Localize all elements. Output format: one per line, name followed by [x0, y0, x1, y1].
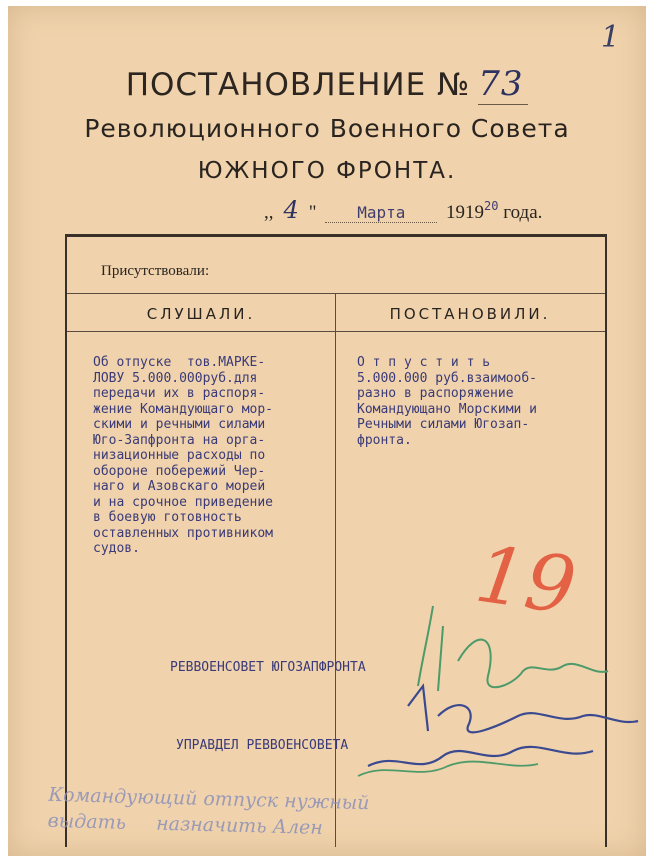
blue-signature — [368, 686, 638, 766]
front-line: ЮЖНОГО ФРОНТА. — [197, 158, 457, 184]
document-title — [8, 64, 646, 105]
signature-administrator: УПРАВДЕЛ РЕВВОЕНСОВЕТА — [176, 738, 349, 753]
handwritten-signatures — [348, 566, 648, 806]
resolution-number: 73 — [478, 64, 528, 105]
document-page — [8, 6, 646, 856]
header-rule-bottom — [67, 331, 605, 332]
date-year: 1919 — [446, 202, 485, 223]
quote-open: ,, — [264, 202, 274, 223]
date-year-correction: 20 — [484, 199, 499, 213]
signature-council: РЕВВОЕНСОВЕТ ЮГОЗАПФРОНТА — [170, 660, 366, 675]
title-text: ПОСТАНОВЛЕНИЕ № — [125, 67, 471, 103]
red-pencil-number: 19 — [470, 529, 582, 633]
header-rule-top — [67, 293, 605, 294]
page-number: 1 — [600, 20, 620, 55]
heard-text: Об отпуске тов.МАРКЕ- ЛОВУ 5.000.000руб.для передачи их в распоря- жение Командующаго мор- скими и речными силами Юго-Запфронта на орга- низационные расходы по обороне побережий Чер- наго и Азовскаго морей и на срочное приведение в боевую готовность оставленных противником судов. — [93, 355, 274, 556]
quote-close: " — [308, 202, 317, 223]
handwritten-note: Командующий отпуск нужный выдать назначить Ален — [47, 783, 370, 839]
resolved-column-header: ПОСТАНОВИЛИ. — [389, 305, 551, 323]
green-flourish — [358, 762, 538, 776]
column-divider — [335, 293, 336, 847]
date-month: Марта — [325, 203, 437, 223]
present-label: Присутствовали: — [101, 263, 210, 279]
green-signature — [418, 606, 608, 691]
issuer-line: Революционного Военного Совета — [84, 114, 570, 143]
heard-column-header: СЛУШАЛИ. — [146, 305, 256, 323]
resolved-text: О т п у с т и т ь 5.000.000 руб.взаимооб- разно в распоряжение Командующано Морскими и Речными силами Югозап- фронта. — [357, 355, 538, 448]
date-line — [264, 196, 542, 224]
date-day: 4 — [283, 196, 299, 224]
date-suffix: года. — [503, 202, 543, 223]
